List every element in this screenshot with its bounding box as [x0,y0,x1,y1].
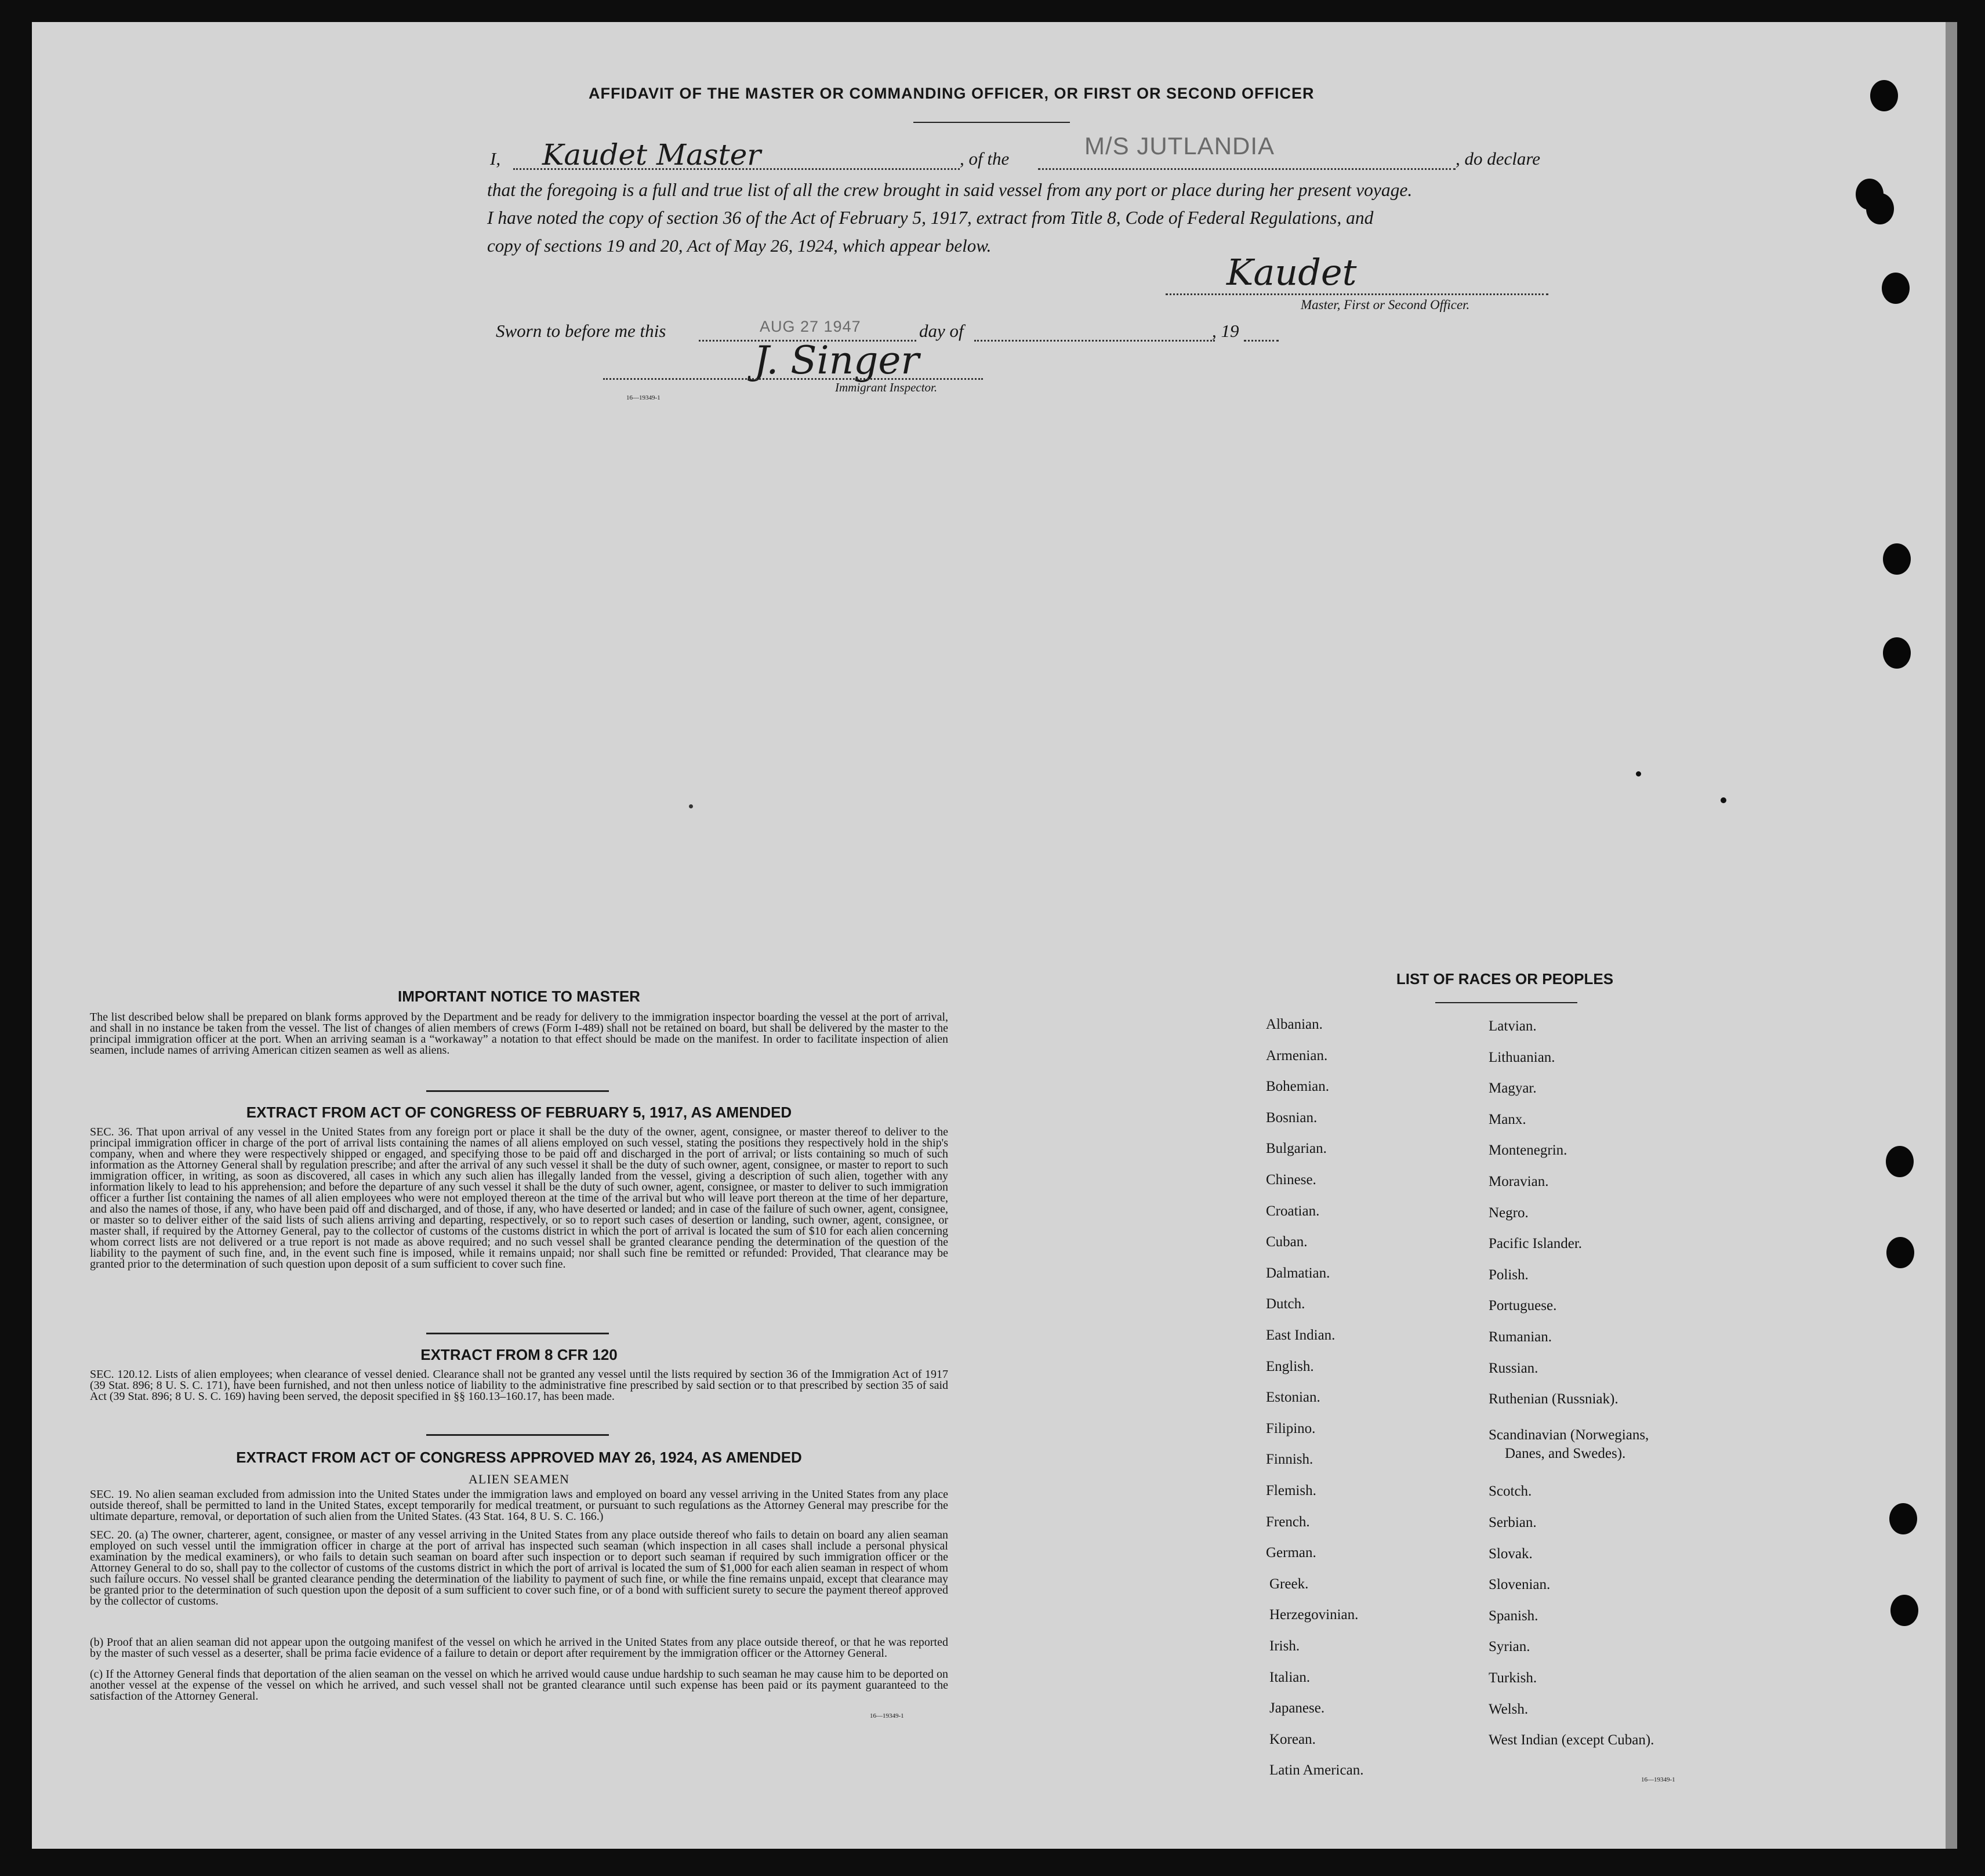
race-item: Scandinavian (Norwegians, [1489,1427,1649,1443]
race-item: Greek. [1269,1576,1309,1592]
form-code-right: 16—19349-1 [1641,1776,1675,1783]
vessel-field-line [1038,168,1456,170]
notice-divider [426,1090,609,1092]
race-item: Welsh. [1489,1701,1529,1717]
race-item: Moravian. [1489,1174,1549,1189]
race-item: Turkish. [1489,1670,1537,1686]
race-item: Irish. [1269,1638,1300,1654]
master-signature: Kaudet [1226,251,1357,293]
signature-caption: Master, First or Second Officer. [1301,297,1470,312]
extract-1924-title: EXTRACT FROM ACT OF CONGRESS APPROVED MAY 26, 1924, AS AMENDED [236,1449,802,1466]
i-label: I, [490,148,501,169]
document-page [32,22,1946,1849]
inspector-line [603,378,983,380]
race-item: Dutch. [1266,1296,1305,1312]
paper-speck [1721,797,1726,803]
notice-title: IMPORTANT NOTICE TO MASTER [398,988,640,1005]
race-item: French. [1266,1514,1310,1530]
inspector-signature: J. Singer [754,338,919,383]
punch-hole [1882,273,1910,304]
race-item: Japanese. [1269,1700,1325,1717]
punch-hole [1886,1146,1914,1177]
race-item: Cuban. [1266,1234,1308,1250]
race-item: Russian. [1489,1360,1538,1376]
punch-hole [1870,80,1898,111]
race-item: Polish. [1489,1267,1529,1283]
race-item: Bosnian. [1266,1109,1318,1126]
cfr120-divider [426,1434,609,1436]
races-title: LIST OF RACES OR PEOPLES [1396,970,1614,988]
sec20c-body: (c) If the Attorney General finds that deportation of the alien seaman on the vessel on which he arrived would cause undue hardship to such seaman he may cause him to be deported on another vessel at the expense of the vessel on which he arrived, and such vessel shall not be granted clearance until such expense has been paid or its payment guaranteed to the satisfaction of the Attorney General. [90,1668,948,1703]
sworn-date-stamp: AUG 27 1947 [760,318,861,335]
race-item: Dalmatian. [1266,1265,1330,1281]
do-declare-label: , do declare [1456,148,1541,169]
extract-1917-title: EXTRACT FROM ACT OF CONGRESS OF FEBRUARY 5, 1917, AS AMENDED [246,1104,792,1121]
race-item: Bulgarian. [1266,1141,1327,1157]
punch-hole [1886,1237,1914,1268]
race-item: Slovenian. [1489,1577,1551,1593]
sec20b-body: (b) Proof that an alien seaman did not appear upon the outgoing manifest of the vessel on which he arrived in the United States from any place outside thereof, or that he was reported by the master of such vessel as a deserter, shall be prima facie evidence of a failure to detain or deport after requirement by the immigration officer or the Attorney General. [90,1636,948,1660]
race-item: Flemish. [1266,1483,1316,1498]
punch-hole [1866,193,1894,224]
race-item: German. [1266,1545,1316,1561]
race-item: Armenian. [1266,1047,1328,1064]
race-item: Danes, and Swedes). [1505,1445,1626,1461]
races-divider [1435,1002,1577,1003]
race-item: Albanian. [1266,1017,1323,1032]
race-item: Ruthenian (Russniak). [1489,1391,1619,1407]
of-the-label: , of the [960,148,1010,169]
affidavit-line-2: that the foregoing is a full and true list of all the crew brought in said vessel from any port or place during her present voyage. [487,180,1413,200]
punch-hole [1890,1595,1918,1626]
page-edge-strip [1946,22,1957,1849]
race-item: East Indian. [1266,1327,1336,1343]
race-item: Latvian. [1489,1018,1537,1034]
cfr120-body: SEC. 120.12. Lists of alien employees; when clearance of vessel denied. Clearance shall not be granted any vessel until the lists required by section 36 of the Immigration Act of 1917 (39 Stat. 896; 8 U. S. C. 171), have been furnished, and not then unless notice of liability to the administrative fine prescribed by said section or to that prescribed by section 35 of said Act (39 Stat. 896; 8 U. S. C. 169) having been served, the deposit specified in §§ 160.13–160.17, has been made. [90,1368,948,1403]
race-item: Rumanian. [1489,1329,1552,1345]
race-item: Latin American. [1269,1762,1364,1779]
vessel-name-stamp: M/S JUTLANDIA [1084,132,1275,159]
race-item: Serbian. [1489,1515,1537,1530]
race-item: Herzegovinian. [1269,1607,1359,1623]
master-name-handwritten: Kaudet Master [542,138,761,172]
race-item: English. [1266,1358,1314,1374]
paper-speck [689,804,693,808]
race-item: Negro. [1489,1204,1529,1221]
race-item: West Indian (except Cuban). [1489,1732,1654,1748]
punch-hole [1889,1503,1917,1534]
race-item: Syrian. [1489,1639,1530,1655]
race-item: Pacific Islander. [1489,1236,1583,1252]
sworn-label: Sworn to before me this [496,321,666,341]
race-item: Portuguese. [1489,1298,1557,1314]
race-item: Lithuanian. [1489,1049,1555,1065]
punch-hole [1883,637,1911,669]
race-item: Scotch. [1489,1483,1532,1500]
extract-1917-divider [426,1333,609,1334]
punch-hole [1883,543,1911,575]
sec19-body: SEC. 19. No alien seaman excluded from admission into the United States under the immigration laws and employed on board any vessel arriving in the United States from any place outside thereof, shall be permitted to land in the United States, except temporarily for medical treatment, or pursuant to such regulations as the Attorney General may prescribe for the ultimate departure, removal, or deportation of such alien from the United States. (43 Stat. 164, 8 U. S. C. 166.) [90,1488,948,1523]
race-item: Montenegrin. [1489,1142,1567,1159]
form-code-top: 16—19349-1 [626,394,661,401]
extract-1917-body: SEC. 36. That upon arrival of any vessel in the United States from any foreign port or place it shall be the duty of the owner, agent, consignee, or master thereof to deliver to the principal immigration officer in charge of the port of arrival lists containing the names of all aliens employed on such vessel, stating the positions they respectively hold in the ship's company, when and where they were respectively shipped or engaged, and specifying those to be paid off and discharged in the port of arrival; or lists containing so much of such information as the Attorney General shall by regulation prescribe; and after the arrival of any such vessel it shall be the duty of such owner, agent, consignee, or master to report to such immigration officer, in writing, as soon as discovered, all cases in which any such alien has illegally landed from the vessel, giving a description of such alien, together with any information likely to lead to his apprehension; and before the departure of any such vessel it shall be the duty of such owner, agent, consignee, or master to deliver to such immigration officer a further list containing the names of all alien employees who were not employed thereon at the time of the arrival but who will leave port thereon at the time of her departure, and also the names of those, if any, who have been paid off and discharged, and of those, if any, who have deserted or landed; and in case of the failure of such owner, agent, consignee, or master so to deliver either of the said lists of such aliens arriving and departing, respectively, or so to report such cases of desertion or landing, such owner, agent, consignee, or master shall, if required by the Attorney General, pay to the collector of customs of the customs district in which the port of arrival is located the sum of $10 for each alien concerning whom correct lists are not delivered or a true report is not made as above required; and no such vessel shall be granted clearance pending the determination of the question of the liability to the payment of such fine, and, in the event such fine is imposed, while it remains unpaid; nor shall such fine be remitted or refunded: Provided, That clearance may be granted prior to the determination of such question upon deposit of a sum sufficient to cover such fine. [90,1126,948,1271]
month-field-line [974,340,1215,342]
race-item: Manx. [1489,1111,1526,1127]
race-item: Spanish. [1489,1608,1538,1624]
race-item: Slovak. [1489,1545,1533,1562]
form-code-left: 16—19349-1 [870,1712,904,1719]
alien-seamen-subtitle: ALIEN SEAMEN [469,1472,569,1486]
sec20a-body: SEC. 20. (a) The owner, charterer, agent, consignee, or master of any vessel arriving in the United States from any place outside thereof who fails to detain on board any alien seaman employed on such vessel until the immigration officer in charge at the port of arrival has inspected such seaman (which inspection in all cases shall include a personal physical examination by the medical examiners), or who fails to detain such seaman on board after such inspection or to deport such seaman if required by such immigration officer or the Attorney General to do so, shall pay to the collector of customs of the customs district in which the port of arrival is located the sum of $1,000 for each alien seaman in respect of whom such failure occurs. No vessel shall be granted clearance pending the determination of the liability to payment of such fine, or while the fine remains unpaid, except that clearance may be granted prior to the determination of such question upon the deposit of a sum sufficient to cover such fine, or of a bond with sufficient surety to secure the payment thereof approved by the collector of customs. [90,1529,948,1608]
day-of-label: day of [919,321,964,341]
race-item: Estonian. [1266,1389,1320,1406]
year-field-line [1244,340,1279,342]
cfr120-title: EXTRACT FROM 8 CFR 120 [420,1346,618,1363]
affidavit-title: AFFIDAVIT OF THE MASTER OR COMMANDING OFFICER, OR FIRST OR SECOND OFFICER [589,85,1315,102]
race-item: Filipino. [1266,1420,1316,1436]
inspector-caption: Immigrant Inspector. [835,380,938,394]
race-item: Korean. [1269,1731,1316,1747]
race-item: Bohemian. [1266,1079,1330,1095]
race-item: Croatian. [1266,1203,1320,1219]
signature-line [1166,293,1548,295]
title-divider [913,122,1070,123]
paper-speck [1636,771,1641,776]
race-item: Chinese. [1266,1172,1316,1188]
notice-body: The list described below shall be prepared on blank forms approved by the Department and be ready for delivery to the immigration inspector boarding the vessel at the port of arrival, and shall in no instance be taken from the vessel. The list of changes of alien members of crews (Form I-489) shall not be retained on board, but shall be delivered by the master to the principal immigration officer at the port. When an arriving seaman is a “workaway” a notation to that effect should be made on the manifest. In order to facilitate inspection of alien seamen, include names of arriving American citizen seamen as well as aliens. [90,1011,948,1057]
affidavit-line-3: I have noted the copy of section 36 of the Act of February 5, 1917, extract from Title 8, Code of Federal Regulations, and [487,208,1374,228]
affidavit-line-4: copy of sections 19 and 20, Act of May 26, 1924, which appear below. [487,235,992,256]
year-prefix-label: , 19 [1212,321,1239,341]
race-item: Magyar. [1489,1080,1537,1097]
race-item: Italian. [1269,1669,1311,1685]
race-item: Finnish. [1266,1452,1313,1468]
